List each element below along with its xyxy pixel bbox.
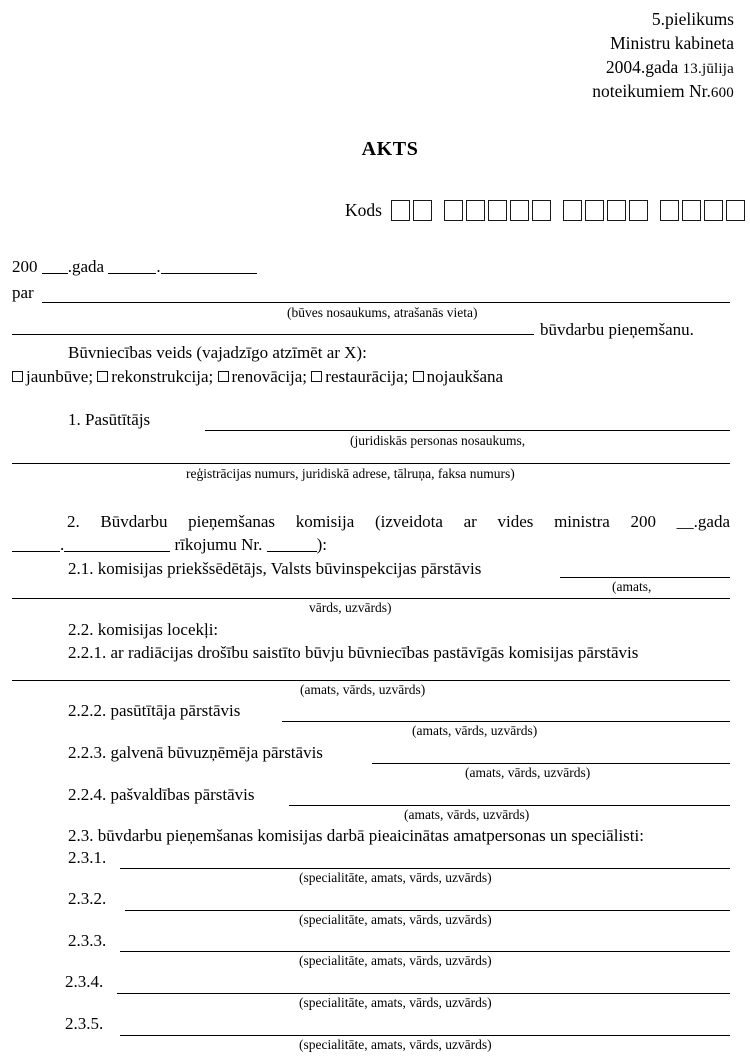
code-box[interactable] bbox=[413, 200, 432, 221]
section1-caption-1: (juridiskās personas nosaukums, bbox=[350, 433, 526, 448]
code-box[interactable] bbox=[726, 200, 745, 221]
par-tail-text: būvdarbu pieņemšanu. bbox=[540, 320, 694, 339]
specialist-caption: (specialitāte, amats, vārds, uzvārds) bbox=[299, 912, 492, 927]
order-number-blank[interactable] bbox=[267, 551, 317, 552]
item-2-2-3-label: 2.2.3. galvenā būvuzņēmēja pārstāvis bbox=[68, 743, 323, 762]
item-2-1-caption-vards: vārds, uzvārds) bbox=[309, 600, 392, 615]
date-month-blank[interactable] bbox=[161, 273, 257, 274]
checkbox-nojauksana[interactable] bbox=[413, 371, 424, 382]
header-reg-prefix: noteikumiem Nr. bbox=[592, 80, 711, 101]
item-2-3-heading: 2.3. būvdarbu pieņemšanas komisijas darbā pieaicinātas amatpersonas un speciālisti: bbox=[68, 826, 644, 845]
specialist-rule[interactable] bbox=[117, 993, 730, 994]
date-day-blank[interactable] bbox=[108, 273, 156, 274]
item-2-2-2-caption: (amats, vārds, uzvārds) bbox=[412, 723, 538, 738]
specialist-number: 2.3.5. bbox=[65, 1014, 104, 1033]
option-label-nojauksana: nojaukšana bbox=[426, 367, 504, 386]
code-box[interactable] bbox=[585, 200, 604, 221]
header-line-annex: 5.pielikums bbox=[651, 9, 734, 29]
page-title: AKTS bbox=[361, 138, 419, 160]
specialist-number: 2.3.4. bbox=[65, 972, 104, 991]
order-label: rīkojumu Nr. bbox=[174, 535, 263, 554]
item-2-1-label: 2.1. komisijas priekšsēdētājs, Valsts būvinspekcijas pārstāvis bbox=[68, 559, 482, 578]
checkbox-jaunbuve[interactable] bbox=[12, 371, 23, 382]
checkbox-restauracija[interactable] bbox=[311, 371, 322, 382]
section1-details-rule[interactable] bbox=[12, 463, 730, 464]
code-box[interactable] bbox=[660, 200, 679, 221]
item-2-2-4-caption: (amats, vārds, uzvārds) bbox=[404, 807, 530, 822]
code-box[interactable] bbox=[444, 200, 463, 221]
code-box[interactable] bbox=[532, 200, 551, 221]
item-2-2-3-caption: (amats, vārds, uzvārds) bbox=[465, 765, 591, 780]
code-box[interactable] bbox=[510, 200, 529, 221]
section2-intro-line1: 2. Būvdarbu pieņemšanas komisija (izveidota ar vides ministra 200 __.gada bbox=[67, 512, 730, 531]
code-box[interactable] bbox=[704, 200, 723, 221]
option-label-restauracija: restaurācija; bbox=[325, 367, 409, 386]
section1-label: 1. Pasūtītājs bbox=[68, 410, 151, 429]
specialist-rule[interactable] bbox=[120, 1035, 730, 1036]
item-2-2-1-rule[interactable] bbox=[12, 680, 730, 681]
code-field bbox=[345, 200, 745, 221]
header-date-value: 13.jūlija bbox=[682, 60, 734, 77]
item-2-1-rule-full[interactable] bbox=[12, 598, 730, 599]
option-label-renovacija: renovācija; bbox=[231, 367, 308, 386]
option-label-jaunbuve: jaunbūve; bbox=[26, 367, 94, 386]
code-box[interactable] bbox=[563, 200, 582, 221]
specialist-caption: (specialitāte, amats, vārds, uzvārds) bbox=[299, 1037, 492, 1052]
header-reg-number: 600 bbox=[710, 84, 734, 101]
code-box[interactable] bbox=[682, 200, 701, 221]
date-line bbox=[12, 257, 257, 277]
code-group-3 bbox=[563, 200, 648, 221]
par-caption: (būves nosaukums, atrašanās vieta) bbox=[287, 305, 478, 320]
order-month-blank[interactable] bbox=[64, 551, 170, 552]
item-2-2-heading: 2.2. komisijas locekļi: bbox=[68, 620, 219, 639]
construction-type-options bbox=[12, 367, 503, 387]
section1-caption-2: reģistrācijas numurs, juridiskā adrese, tālruņa, faksa numurs) bbox=[186, 466, 515, 481]
date-separator-dot: . bbox=[156, 257, 161, 276]
specialist-rule[interactable] bbox=[120, 951, 730, 952]
date-year-blank[interactable] bbox=[42, 273, 68, 274]
specialist-caption: (specialitāte, amats, vārds, uzvārds) bbox=[299, 870, 492, 885]
code-box[interactable] bbox=[488, 200, 507, 221]
order-close-paren: ): bbox=[316, 535, 327, 554]
code-box[interactable] bbox=[391, 200, 410, 221]
header-line-date bbox=[592, 56, 734, 80]
order-dot: . bbox=[60, 535, 65, 554]
item-2-2-2-rule[interactable] bbox=[282, 721, 730, 722]
code-box[interactable] bbox=[629, 200, 648, 221]
item-2-2-4-label: 2.2.4. pašvaldības pārstāvis bbox=[68, 785, 255, 804]
item-2-2-4-rule[interactable] bbox=[289, 805, 730, 806]
date-gada-label: .gada bbox=[67, 257, 105, 276]
order-day-blank[interactable] bbox=[12, 551, 60, 552]
checkbox-rekonstrukcija[interactable] bbox=[97, 371, 108, 382]
section1-name-rule[interactable] bbox=[205, 430, 730, 431]
header-line-cabinet: Ministru kabineta bbox=[610, 32, 734, 53]
item-2-2-3-rule[interactable] bbox=[372, 763, 730, 764]
item-2-1-rule-right[interactable] bbox=[560, 577, 730, 578]
code-box[interactable] bbox=[466, 200, 485, 221]
specialist-caption: (specialitāte, amats, vārds, uzvārds) bbox=[299, 995, 492, 1010]
specialist-rule[interactable] bbox=[125, 910, 730, 911]
document-header bbox=[592, 8, 734, 104]
specialist-number: 2.3.2. bbox=[68, 889, 107, 908]
code-box[interactable] bbox=[607, 200, 626, 221]
header-line-regulation bbox=[592, 80, 734, 104]
construction-type-heading: Būvniecības veids (vajadzīgo atzīmēt ar X): bbox=[68, 343, 367, 362]
item-2-1-caption-amats: (amats, bbox=[612, 579, 652, 594]
specialist-number: 2.3.3. bbox=[68, 931, 107, 950]
code-group-2 bbox=[444, 200, 551, 221]
code-label: Kods bbox=[345, 199, 382, 220]
par-label: par bbox=[12, 283, 34, 302]
checkbox-renovacija[interactable] bbox=[218, 371, 229, 382]
option-label-rekonstrukcija: rekonstrukcija; bbox=[111, 367, 214, 386]
code-group-4 bbox=[660, 200, 745, 221]
par-input-rule[interactable] bbox=[42, 302, 730, 303]
specialist-caption: (specialitāte, amats, vārds, uzvārds) bbox=[299, 953, 492, 968]
section2-intro-line2 bbox=[12, 535, 327, 555]
header-date-prefix: 2004.gada bbox=[605, 56, 683, 77]
code-group-1 bbox=[391, 200, 432, 221]
item-2-2-1-caption: (amats, vārds, uzvārds) bbox=[300, 682, 426, 697]
par-second-rule[interactable] bbox=[12, 334, 534, 335]
specialist-rule[interactable] bbox=[120, 868, 730, 869]
date-year-prefix: 200 bbox=[12, 257, 38, 276]
item-2-2-1-label: 2.2.1. ar radiācijas drošību saistīto būvju būvniecības pastāvīgās komisijas pārstāvis bbox=[68, 643, 639, 662]
item-2-2-2-label: 2.2.2. pasūtītāja pārstāvis bbox=[68, 701, 241, 720]
specialist-number: 2.3.1. bbox=[68, 848, 107, 867]
